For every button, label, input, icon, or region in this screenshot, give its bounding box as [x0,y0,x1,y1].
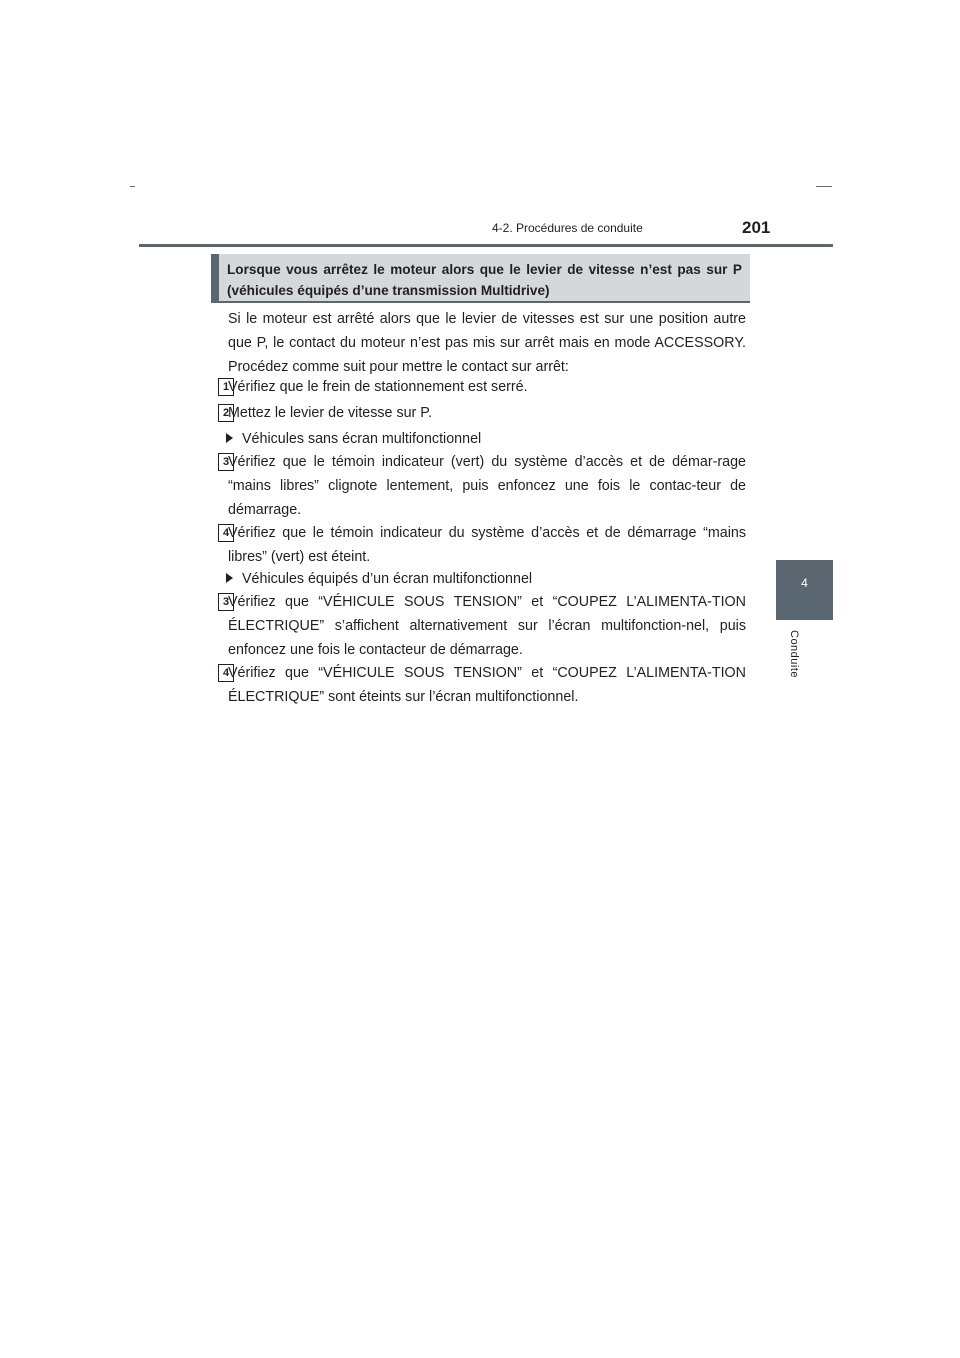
triangle-bullet-icon [226,433,233,443]
step-text: Mettez le levier de vitesse sur P. [228,405,432,421]
step-number-badge: 4 [218,664,234,682]
step-text: Vérifiez que le témoin indicateur du système d’accès et de démarrage “mains libres” (vert) est éteint. [228,525,746,565]
chapter-tab-label: Conduite [788,630,800,679]
intro-paragraph: Si le moteur est arrêté alors que le levier de vitesses est sur une position autre que P, le contact du moteur n’est pas mis sur arrêt mais en mode ACCESSORY. Procédez comme suit pour mettre le contact sur arrêt: [228,311,746,375]
step-text: Vérifiez que “VÉHICULE SOUS TENSION” et “COUPEZ L’ALIMENTA-TION ÉLECTRIQUE” sont éteints sur l’écran multifonctionnel. [228,665,746,705]
chapter-tab-number: 4 [801,576,808,590]
page-number: 201 [742,218,771,237]
step-text: Vérifiez que “VÉHICULE SOUS TENSION” et “COUPEZ L’ALIMENTA-TION ÉLECTRIQUE” s’affichent alternativement sur l’écran multifonction-nel, puis enfoncez une fois le contacteur de démarrage. [228,594,746,658]
crop-mark [130,186,135,187]
header-rule [139,244,833,247]
section-title-box [211,254,750,303]
crop-mark [816,186,832,187]
triangle-bullet-icon [226,573,233,583]
step-number-badge: 2 [218,404,234,422]
condition-label: Véhicules équipés d’un écran multifonctionnel [242,571,533,587]
step-number-badge: 1 [218,378,234,396]
chapter-tab [776,560,833,620]
section-title: Lorsque vous arrêtez le moteur alors que le levier de vitesse n’est pas sur P (véhicules équipés d’une transmission Multidrive) [227,262,742,298]
step-number-badge: 4 [218,524,234,542]
condition-heading [226,427,481,451]
step-number-badge: 3 [218,453,234,471]
step-text: Vérifiez que le frein de stationnement est serré. [228,379,528,395]
step-number-badge: 3 [218,593,234,611]
title-accent-bar [211,254,219,301]
step-text: Vérifiez que le témoin indicateur (vert) du système d’accès et de démar-rage “mains libres” clignote lentement, puis enfoncez une fois le contac-teur de démarrage. [228,454,746,518]
condition-heading [226,567,532,591]
section-header: 4-2. Procédures de conduite [492,221,643,235]
condition-label: Véhicules sans écran multifonctionnel [242,431,482,447]
